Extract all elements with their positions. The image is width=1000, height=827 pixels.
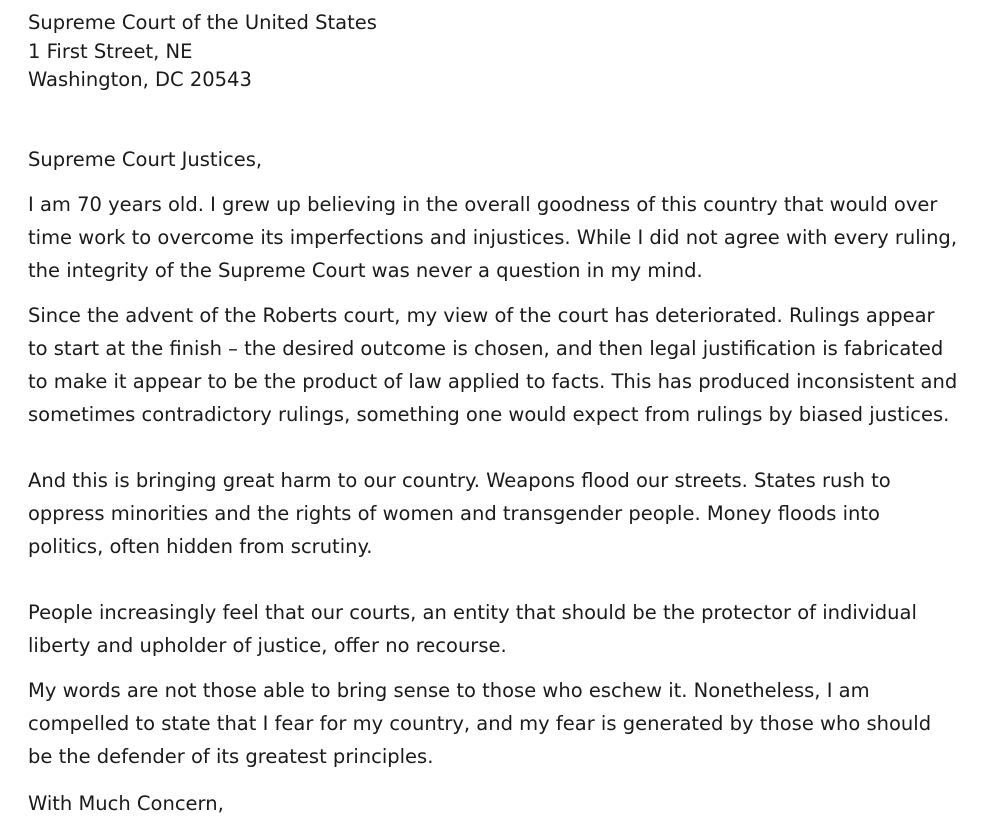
- address-line-1: Supreme Court of the United States: [28, 11, 377, 34]
- paragraph-2: Since the advent of the Roberts court, my view of the court has deteriorated. Rulings appear to start at the finish – the desired outcome is chosen, and then legal justification is fabricated to make it appear to be the product of law applied to facts. This has produced inconsistent and sometimes contradictory rulings, something one would expect from rulings by biased justices.: [28, 303, 958, 426]
- address-line-3: Washington, DC 20543: [28, 68, 252, 91]
- address-line-2: 1 First Street, NE: [28, 39, 193, 63]
- paragraph-4: People increasingly feel that our courts, an entity that should be the protector of individual liberty and upholder of justice, offer no recourse.: [28, 600, 917, 657]
- letter-document: [28, 9, 988, 820]
- paragraph-5: My words are not those able to bring sense to those who eschew it. Nonetheless, I am compelled to state that I fear for my country, and my fear is generated by those who should be the defender of its greatest principles.: [28, 678, 932, 768]
- paragraph-1: I am 70 years old. I grew up believing in the overall goodness of this country that would over time work to overcome its imperfections and injustices. While I did not agree with every ruling, the integrity of the Supreme Court was never a question in my mind.: [28, 192, 958, 282]
- paragraph-3: And this is bringing great harm to our country. Weapons flood our streets. States rush to oppress minorities and the rights of women and transgender people. Money floods into politics, often hidden from scrutiny.: [28, 468, 891, 558]
- recipient-address: [28, 9, 988, 95]
- closing: With Much Concern,: [28, 791, 224, 815]
- salutation: Supreme Court Justices,: [28, 147, 263, 171]
